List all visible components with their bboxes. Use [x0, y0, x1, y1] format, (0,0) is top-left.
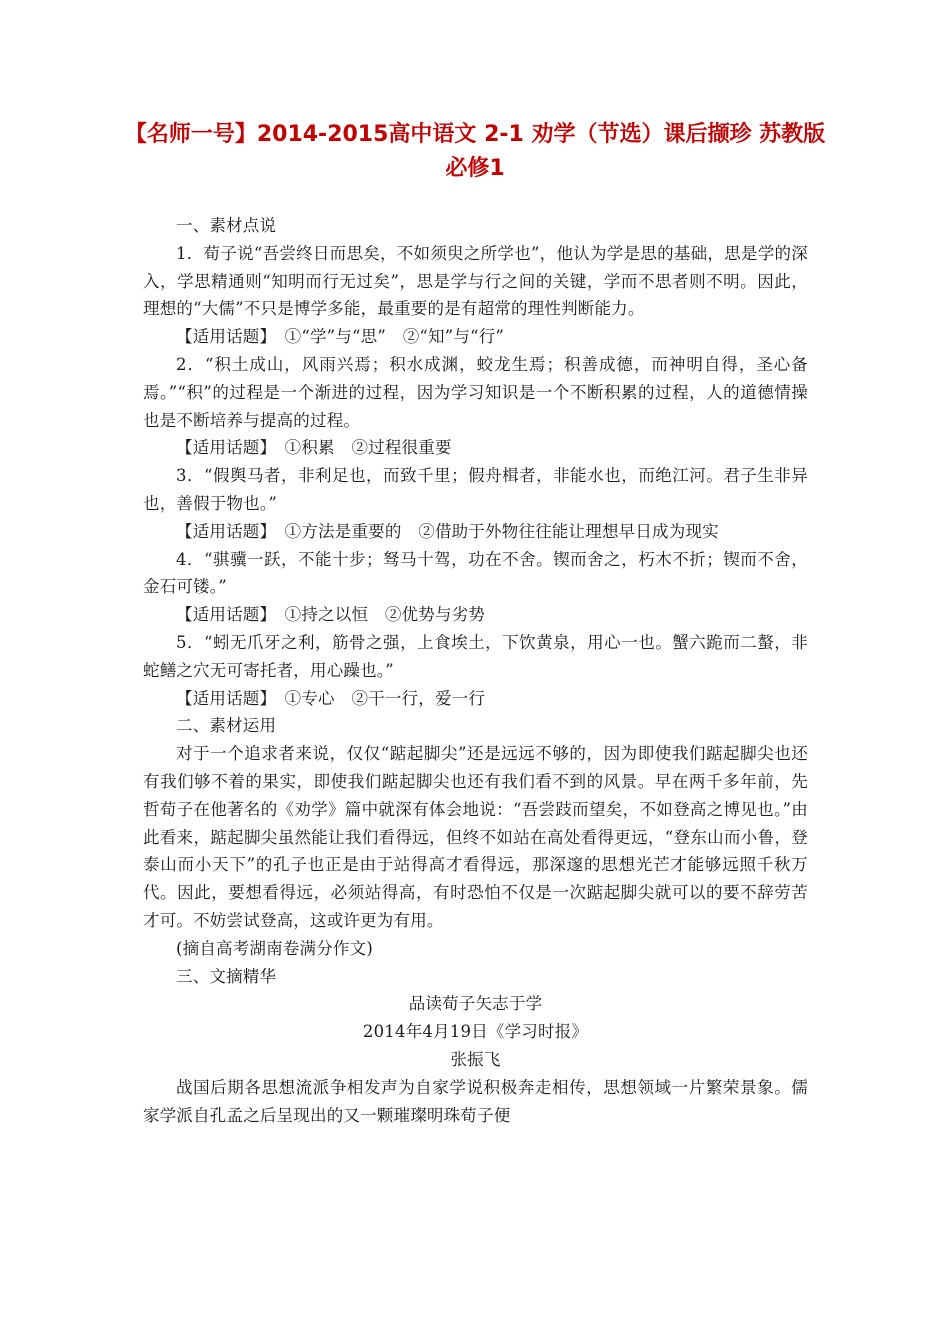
material-paragraph-2: 2．“积土成山，风雨兴焉；积水成渊，蛟龙生焉；积善成德，而神明自得，圣心备焉。”“积”的过程是一个渐进的过程，因为学习知识是一个不断积累的过程，人的道德情操也是不断培养与提高的过程。 [143, 354, 808, 430]
document-body [143, 212, 808, 1129]
material-paragraph-3: 3．“假舆马者，非利足也，而致千里；假舟楫者，非能水也，而绝江河。君子生非异也，善假于物也。” [143, 466, 808, 513]
section-heading-1: 一、素材点说 [176, 216, 277, 235]
section-heading-2: 二、素材运用 [176, 716, 277, 736]
page-title: 【名师一号】2014-2015高中语文 2-1 劝学（节选）课后撷珍 苏教版必修1 [124, 122, 826, 181]
topic-line-2: 【适用话题】 ①积累 ②过程很重要 [176, 438, 452, 458]
essay-paragraph: 对于一个追求者来说，仅仅“踮起脚尖”还是远远不够的，因为即使我们踮起脚尖也还有我们够不着的果实，即使我们踮起脚尖也还有我们看不到的风景。早在两千多年前，先哲荀子在他著名的《劝学》篇中就深有体会地说：“吾尝跂而望矣，不如登高之博见也。”由此看来，踮起脚尖虽然能让我们看得远，但终不如站在高处看得更远，“登东山而小鲁，登泰山而小天下”的孔子也正是由于站得高才看得远，那深邃的思想光芒才能够远照千秋万代。因此，要想看得远，必须站得高，有时恐怕不仅是一次踮起脚尖就可以的要不辞劳苦才可。不妨尝试登高，这或许更为有用。 [143, 744, 808, 930]
topic-line-4: 【适用话题】 ①持之以恒 ②优势与劣势 [176, 605, 486, 625]
material-paragraph-5: 5．“蚓无爪牙之利，筋骨之强，上食埃土，下饮黄泉，用心一也。蟹六跪而二螯，非蛇鳝之穴无可寄托者，用心躁也。” [143, 632, 808, 680]
section-heading-3: 三、文摘精华 [176, 966, 277, 986]
article-date: 2014年4月19日《学习时报》 [362, 1022, 589, 1042]
article-title: 品读荀子矢志于学 [408, 994, 543, 1014]
essay-source: (摘自高考湖南卷满分作文) [176, 938, 373, 958]
topic-line-5: 【适用话题】 ①专心 ②干一行，爱一行 [176, 688, 486, 708]
article-author: 张振飞 [450, 1049, 501, 1069]
material-paragraph-4: 4．“骐骥一跃，不能十步；驽马十驾，功在不舍。锲而舍之，朽木不折；锲而不舍，金石可镂。” [143, 549, 808, 597]
topic-line-3: 【适用话题】 ①方法是重要的 ②借助于外物往往能让理想早日成为现实 [176, 521, 719, 541]
article-body: 战国后期各思想流派争相发声为自家学说积极奔走相传，思想领域一片繁荣景象。儒家学派自孔孟之后呈现出的又一颗璀璨明珠荀子便 [143, 1077, 808, 1125]
material-paragraph-1: 1．荀子说“吾尝终日而思矣，不如须臾之所学也”，他认为学是思的基础，思是学的深入，学思精通则“知明而行无过矣”，思是学与行之间的关键，学而不思者则不明。因此，理想的“大儒”不只是博学多能，最重要的是有超常的理性判断能力。 [143, 243, 808, 319]
topic-line-1: 【适用话题】 ①“学”与“思” ②“知”与“行” [176, 327, 505, 347]
